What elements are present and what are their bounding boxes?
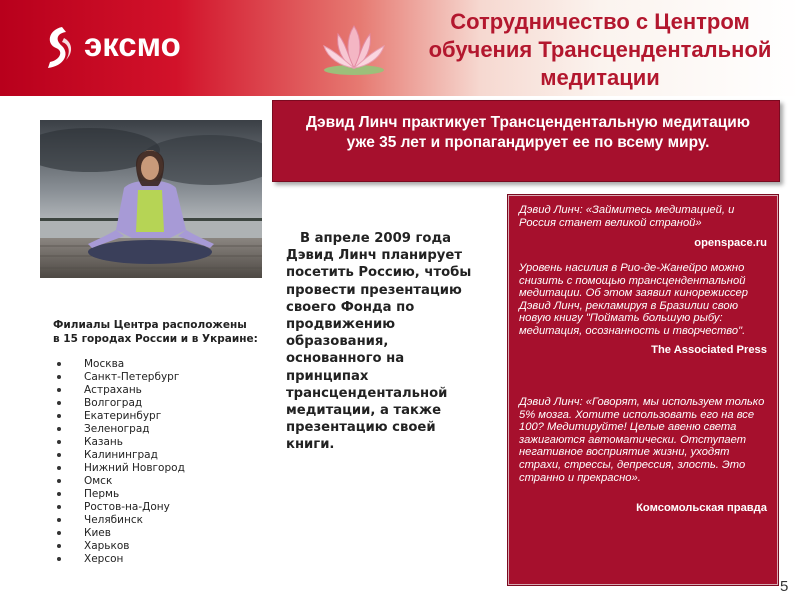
city-item: Херсон [53,553,273,566]
city-item: Киев [53,527,273,540]
city-item: Зеленоград [53,423,273,436]
city-item: Пермь [53,488,273,501]
quotes-panel [508,195,778,585]
eksmo-logo-icon [38,24,78,72]
city-list [53,358,273,566]
city-item: Волгоград [53,397,273,410]
quote-source: Комсомольская правда [636,502,767,515]
page-title: Сотрудничество с Центром обучения Трансцендентальной медитации [428,9,772,90]
quote-text: Дэвид Линч: «Говорят, мы используем только 5% мозга. Хотите использовать его на все 100? Медитируйте! Целые авеню света зажигаются автоматически. Отступает негативное восприятие жизни, уходят страхи, стрессы, депрессия, злость. Это странно и прекрасно». [519,396,765,484]
city-item: Екатеринбург [53,410,273,423]
city-item: Калининград [53,449,273,462]
eksmo-logo [38,24,198,72]
city-item: Харьков [53,540,273,553]
city-item: Нижний Новгород [53,462,273,475]
logo-text: эксмо [84,26,181,63]
header [0,0,800,96]
city-item: Астрахань [53,384,273,397]
quote-text: Уровень насилия в Рио-де-Жанейро можно снизить с помощью трансцендентальной медитации. Об этом заявил кинорежиссер Дэвид Линч, рекламируя в Бразилии свою новую книгу "Поймать большую рыбу: медитация, осознанность и творчество". [519,262,748,337]
quote-text: Дэвид Линч: «Займитесь медитацией, и Россия станет великой страной» [519,204,735,229]
highlight-banner [272,100,780,182]
quote-source: The Associated Press [651,343,767,356]
city-item: Москва [53,358,273,371]
city-item: Казань [53,436,273,449]
meditation-photo [40,120,262,278]
city-item: Ростов-на-Дону [53,501,273,514]
city-item: Челябинск [53,514,273,527]
visit-announcement: В апреле 2009 года Дэвид Линч планирует посетить Россию, чтобы провести презентацию своего Фонда по продвижению образования, основанного на принципах трансцендентальной медитации, а также презентацию своей книги. [286,231,472,453]
branches-list [53,318,273,566]
quote-block [519,262,767,356]
quote-block [519,396,767,514]
quote-source: openspace.ru [694,237,767,250]
branches-title: Филиалы Центра расположены в 15 городах России и в Украине: [53,319,258,345]
quote-block [519,204,767,249]
lotus-icon [318,20,390,78]
city-item: Санкт-Петербург [53,371,273,384]
city-item: Омск [53,475,273,488]
banner-text: Дэвид Линч практикует Трансцендентальную медитацию уже 35 лет и пропагандирует ее по всему миру. [305,114,751,151]
page-number: 5 [780,578,789,595]
